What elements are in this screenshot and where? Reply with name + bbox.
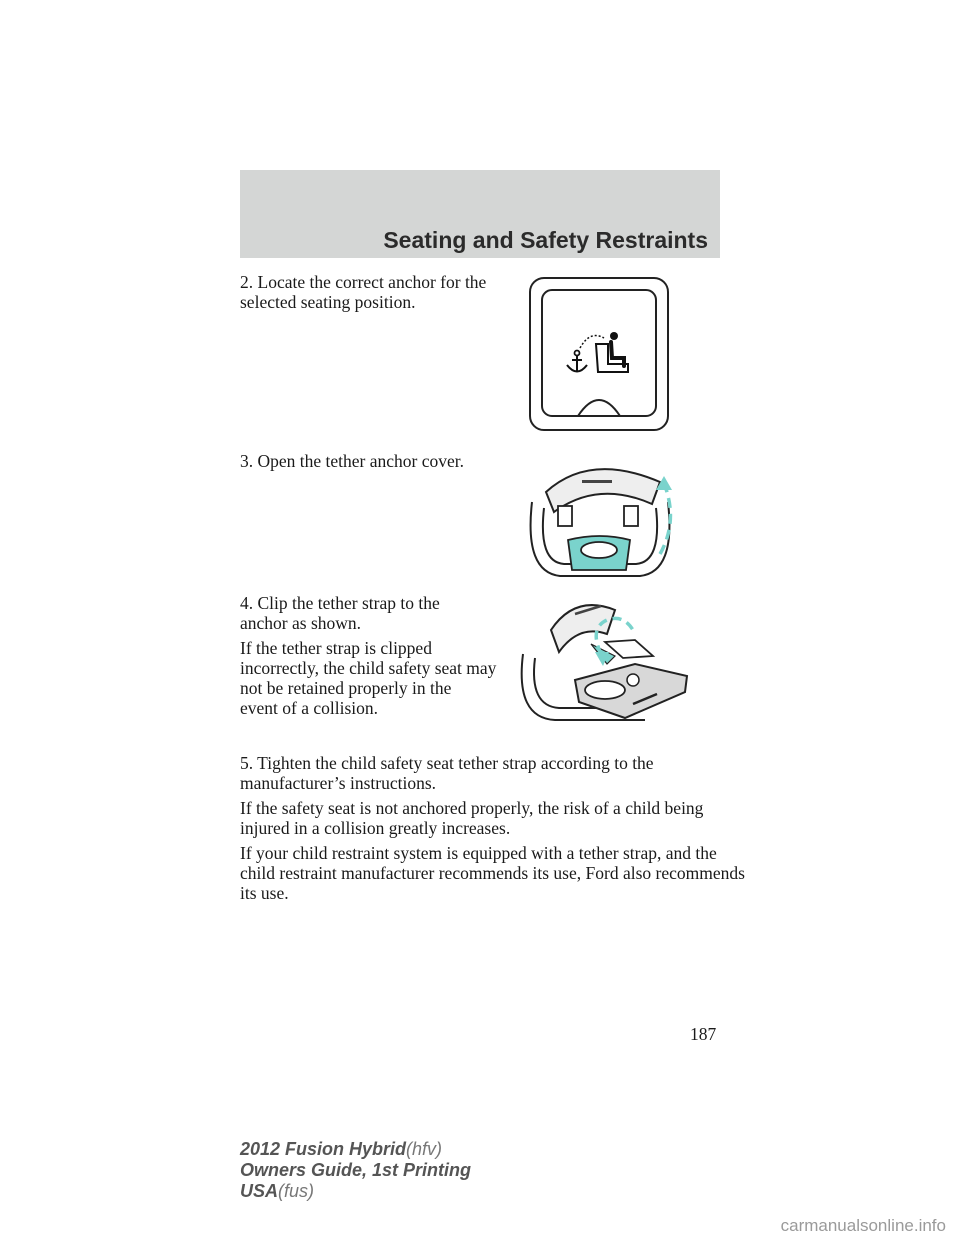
step-2-text: 2. Locate the correct anchor for the selected seating position. xyxy=(240,272,487,312)
step-3-text: 3. Open the tether anchor cover. xyxy=(240,451,465,471)
footer-market: USA xyxy=(240,1181,279,1201)
watermark: carmanualsonline.info xyxy=(780,1216,946,1235)
footer-market-code: (fus) xyxy=(278,1181,315,1201)
tether-clip-figure xyxy=(515,594,691,728)
footer-guide: Owners Guide, 1st Printing xyxy=(240,1160,472,1180)
anchor-cover-figure xyxy=(528,276,670,432)
step-4-note: If the tether strap is clipped incorrectly, the child safety seat may not be retained properly in the event of a collision. xyxy=(240,638,497,718)
section-title: Seating and Safety Restraints xyxy=(383,227,708,253)
warning-paragraph-2: If your child restraint system is equipped with a tether strap, and the child restraint manufacturer recommends its use, Ford also recommends its use. xyxy=(240,843,745,903)
footer-model-code: (hfv) xyxy=(406,1139,443,1159)
step-5-text: 5. Tighten the child safety seat tether strap according to the manufacturer’s instructions. xyxy=(240,753,654,793)
page-number: 187 xyxy=(690,1024,717,1044)
warning-paragraph-1: If the safety seat is not anchored properly, the risk of a child being injured in a collision greatly increases. xyxy=(240,798,704,838)
open-cover-figure xyxy=(520,452,680,580)
step-4-text: 4. Clip the tether strap to the anchor as shown. xyxy=(240,593,440,633)
section-header xyxy=(240,170,720,258)
footer-model: 2012 Fusion Hybrid xyxy=(240,1139,407,1159)
document-footer xyxy=(240,1139,471,1202)
